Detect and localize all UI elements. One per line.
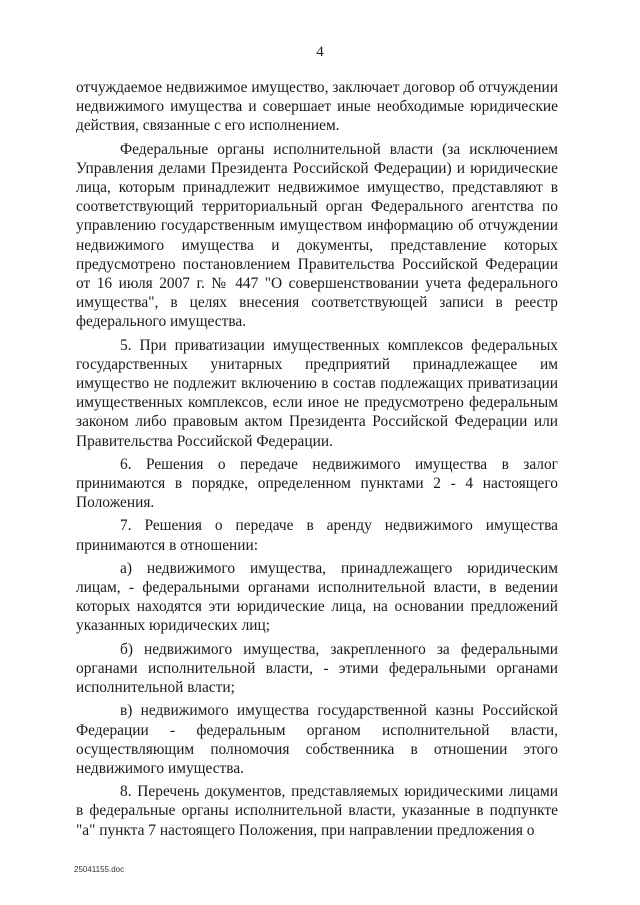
paragraph-item-7v: в) недвижимого имущества государственной казны Российской Федерации - федеральным органом исполнительной власти, осуществляющим полномочия собственника в отношении этого недвижимого имущества. — [76, 702, 558, 777]
paragraph-item-8: 8. Перечень документов, представляемых юридическими лицами в федеральные органы исполнительной власти, указанные в подпункте "а" пункта 7 настоящего Положения, при направлении предложения о — [76, 783, 558, 839]
paragraph-item-6: 6. Решения о передаче недвижимого имущества в залог принимаются в порядке, определенном пунктами 2 - 4 настоящего Положения. — [76, 455, 558, 512]
paragraph-federal-organs: Федеральные органы исполнительной власти (за исключением Управления делами Президента Российской Федерации) и юридические лица, которым принадлежит недвижимое имущество, представляют в соответствующий территориальный орган Федерального агентства по управлению государственным имуществом информацию об отчуждении недвижимого имущества и документы, представление которых предусмотрено постановлением Правительства Российской Федерации от 16 июля 2007 г. № 447 "О совершенствовании учета федерального имущества", в целях внесения соответствующей записи в реестр федерального имущества. — [76, 140, 558, 331]
footer-file-code: 25041155.doc — [74, 865, 125, 874]
paragraph-continuation: отчуждаемое недвижимое имущество, заключает договор об отчуждении недвижимого имущества и совершает иные необходимые юридические действия, связанные с его исполнением. — [76, 79, 558, 135]
page-number: 4 — [316, 44, 324, 60]
paragraph-item-7: 7. Решения о передаче в аренду недвижимого имущества принимаются в отношении: — [76, 517, 558, 554]
paragraph-item-7a: а) недвижимого имущества, принадлежащего юридическим лицам, - федеральными органами исполнительной власти, в ведении которых находятся эти юридические лица, на основании предложений указанных юридических лиц; — [76, 559, 558, 635]
paragraph-item-7b: б) недвижимого имущества, закрепленного за федеральными органами исполнительной власти, - этими федеральными органами исполнительной власти; — [76, 640, 558, 697]
paragraph-item-5: 5. При приватизации имущественных комплексов федеральных государственных унитарных предприятий принадлежащее им имущество не подлежит включению в состав подлежащих приватизации имущественных комплексов, если иное не предусмотрено федеральным законом либо правовым актом Президента Российской Федерации или Правительства Российской Федерации. — [76, 336, 558, 450]
document-body — [76, 78, 558, 844]
